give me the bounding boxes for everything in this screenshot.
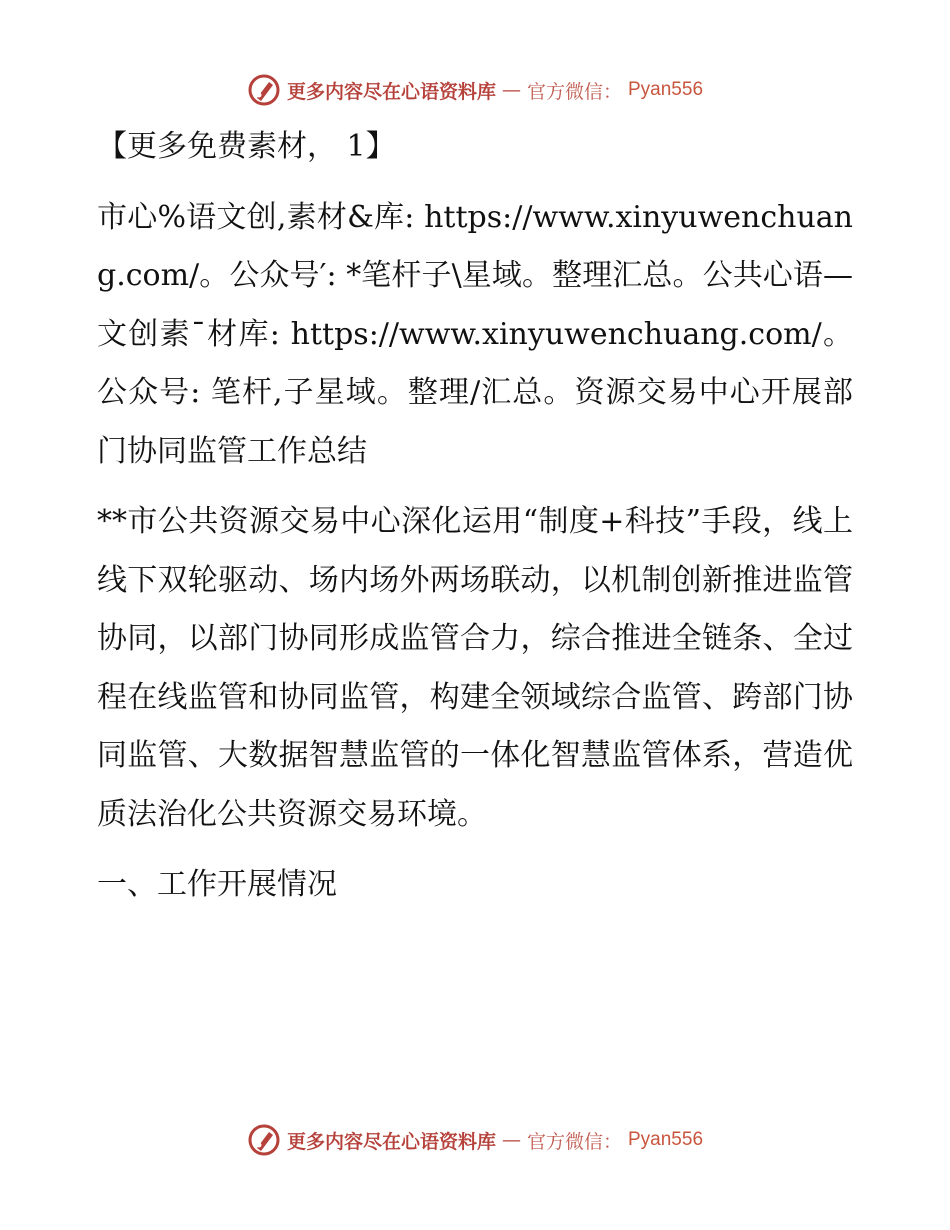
document-body (97, 118, 853, 915)
banner-title: 更多内容尽在心语资料库 (286, 1130, 496, 1153)
footer-banner (0, 1120, 950, 1160)
section-heading: 一、工作开展情况 (97, 867, 337, 902)
pen-nib-logo-icon (247, 73, 281, 107)
banner-wechat-label: 官方微信： (526, 80, 622, 103)
pen-nib-logo-icon (247, 1123, 281, 1157)
banner-separator: — (501, 1129, 521, 1151)
paragraph-summary: **市公共资源交易中心深化运用“制度+科技”手段，线上线下双轮驱动、场内场外两场联动，以机制创新推进监管协同，以部门协同形成监管合力，综合推进全链条、全过程在线监管和协同监管，构建全领域综合监管、跨部门协同监管、大数据智慧监管的一体化智慧监管体系，营造优质法治化公共资源交易环境。 (97, 504, 853, 832)
banner-title: 更多内容尽在心语资料库 (286, 80, 496, 103)
paragraph-free-materials: 【更多免费素材， 1】 (97, 129, 396, 164)
header-banner (0, 70, 950, 110)
banner-wechat-id: Pyan556 (628, 1129, 704, 1150)
banner-wechat-id: Pyan556 (628, 79, 704, 100)
paragraph-source-notice: 市心%语文创,素材&库: https://www.xinyuwenchuang.com/。公众号′: *笔杆子\星域。整理汇总。公共心语—文创素¯材库: https://www.xinyuwenchuang.com/。公众号: 笔杆,子星域。整理/汇总。资源交易中心开展部门协同监管工作总结 (97, 199, 853, 469)
banner-wechat-label: 官方微信： (526, 1130, 622, 1153)
banner-separator: — (501, 79, 521, 101)
